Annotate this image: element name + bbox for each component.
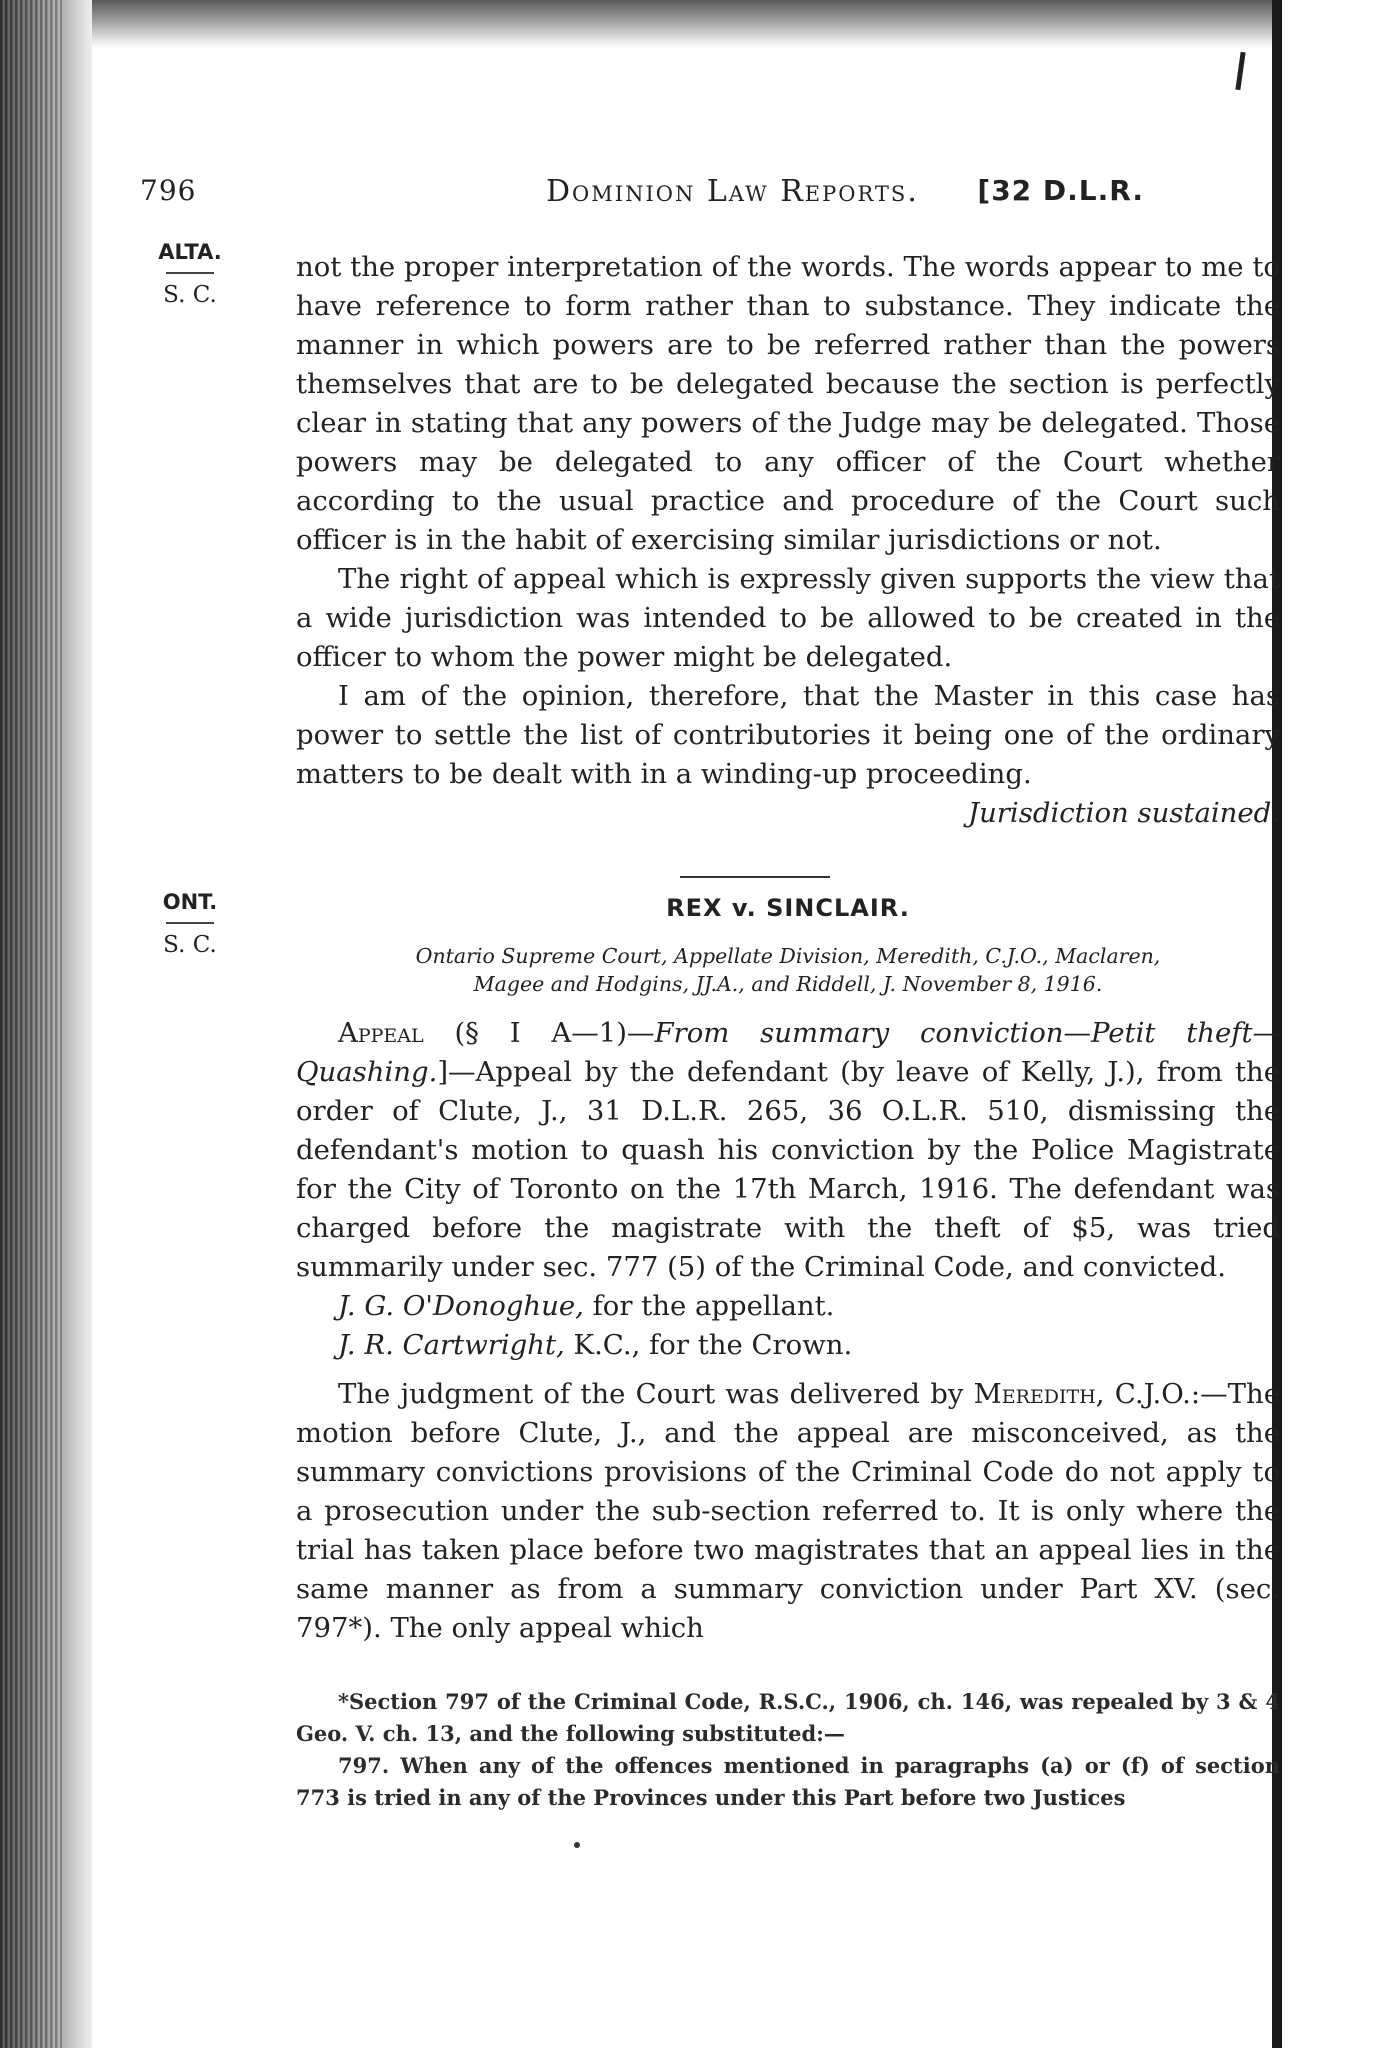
headnote-ref: (§ I A—1)—: [423, 1017, 655, 1049]
headnote-text: ]—Appeal by the defendant (by leave of Kelly, J.), from the order of Clute, J., 31 D.L.R. 265, 36 O.L.R. 510, dismissing the defendant's motion to quash his conviction by the Police Magistrate for the City of Toronto on the 17th March, 1916. The defendant was charged before the magistrate with the theft of $5, was tried summarily under sec. 777 (5) of the Criminal Code, and convicted.: [296, 1056, 1280, 1283]
footnote-line: 797. When any of the offences mentioned in paragraphs (a) or (f) of section 773 is tried in any of the Provinces under this Part before two Justices: [296, 1753, 1280, 1810]
counsel-appellant: [296, 1287, 1280, 1326]
running-header: [140, 160, 1144, 216]
case-title: REX v. SINCLAIR.: [666, 894, 910, 922]
province-label: ONT.: [162, 890, 218, 914]
counsel-name: J. R. Cartwright,: [338, 1329, 565, 1361]
judge-name: Meredith,: [973, 1378, 1105, 1410]
court-line-1: Ontario Supreme Court, Appellate Division, Meredith, C.J.O., Maclaren,: [415, 944, 1161, 968]
footnote-line: *Section 797 of the Criminal Code, R.S.C., 1906, ch. 146, was repealed by 3 & 4 Geo. V. ch. 13, and the following substituted:—: [296, 1689, 1280, 1746]
paragraph: I am of the opinion, therefore, that the Master in this case has power to settle the list of contributories it being one of the ordinary matters to be dealt with in a winding-up proceeding.: [296, 680, 1280, 790]
paragraph: not the proper interpretation of the words. The words appear to me to have reference to form rather than to substance. They indicate the manner in which powers are to be referred rather than the powers themselves that are to be delegated because the section is perfectly clear in stating that any powers of the Judge may be delegated. Those powers may be delegated to any officer of the Court whether according to the usual practice and procedure of the Court such officer is in the habit of exercising similar jurisdictions or not.: [296, 251, 1280, 556]
case-result: Jurisdiction sustained.: [968, 797, 1280, 829]
scan-speck: [574, 1842, 580, 1848]
binding-texture: [0, 0, 62, 2048]
margin-rule: [166, 272, 214, 274]
margin-note-alta: [140, 240, 240, 308]
court-label: S. C.: [163, 282, 217, 308]
page: [140, 160, 1280, 1810]
book-binding-edge: [0, 0, 92, 2048]
judgment: [296, 1375, 1280, 1648]
headnote-label: Appeal: [338, 1017, 424, 1049]
court-label: S. C.: [163, 932, 217, 958]
page-top-shadow: [92, 0, 1272, 48]
scan-margin: [1282, 0, 1400, 2048]
prior-case-text: [296, 248, 1280, 833]
volume-reference: [32 D.L.R.: [977, 174, 1144, 207]
journal-title: Dominion Law Reports.: [546, 174, 919, 209]
scan-mark: [1235, 52, 1245, 90]
judgment-text: C.J.O.:—The motion before Clute, J., and the appeal are misconceived, as the summary convictions provisions of the Criminal Code do not apply to a prosecution under the sub-section referred to. It is only where the trial has taken place before two magistrates that an appeal lies in the same manner as from a summary conviction under Part XV. (sec. 797*). The only appeal which: [296, 1378, 1280, 1644]
court-line-2: Magee and Hodgins, JJ.A., and Riddell, J. November 8, 1916.: [473, 972, 1103, 996]
margin-note-ont: [140, 890, 240, 958]
counsel-crown: [296, 1326, 1280, 1365]
counsel-role: K.C., for the Crown.: [564, 1329, 853, 1361]
case-body: [296, 1014, 1280, 1648]
judgment-intro: The judgment of the Court was delivered by: [338, 1378, 974, 1410]
margin-rule: [166, 922, 214, 924]
counsel-role: for the appellant.: [583, 1290, 835, 1322]
headnote: [296, 1014, 1280, 1287]
paragraph: The right of appeal which is expressly given supports the view that a wide jurisdiction was intended to be allowed to be created in the officer to whom the power might be delegated.: [296, 563, 1280, 673]
page-number: 796: [140, 174, 197, 207]
province-label: ALTA.: [158, 240, 222, 264]
case-separator-rule: [680, 876, 830, 878]
footnote: [296, 1686, 1280, 1814]
counsel-name: J. G. O'Donoghue,: [338, 1290, 584, 1322]
headnote-topic: From summary conviction—Petit theft—Quashing.: [296, 1017, 1280, 1088]
